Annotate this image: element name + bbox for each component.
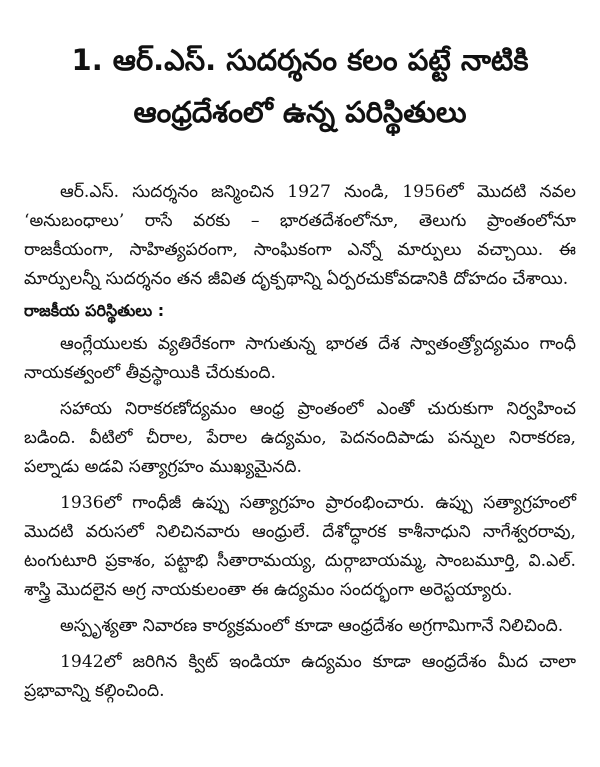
chapter-title-line-2: ఆంధ్రదేశంలో ఉన్న పరిస్థితులు <box>133 95 467 129</box>
body-paragraph: 1942లో జరిగిన క్విట్ ఇండియా ఉద్యమం కూడా ఆంధ్రదేశం మీద చాలా ప్రభావాన్ని కల్గించింది. <box>24 652 576 701</box>
section-heading: రాజకీయ పరిస్థితులు : <box>24 301 165 320</box>
body-paragraph: 1936లో గాంధీజీ ఉప్పు సత్యాగ్రహం ప్రారంభించారు. ఉప్పు సత్యాగ్రహంలో మొదటి వరుసలో నిలిచినవారు ఆంధ్రులే. దేశోద్ధారక కాశీనాధుని నాగేశ్వరరావు, టంగుటూరి ప్రకాశం, పట్టాభి సీతారామయ్య, దుర్గాబాయమ్మ, సాంబమూర్తి, వి.ఎల్. శాస్త్రి మొదలైన అగ్ర నాయకులంతా ఈ ఉద్యమం సందర్భంగా అరెస్టయ్యారు. <box>24 493 576 600</box>
intro-paragraph: ఆర్.ఎస్. సుదర్శనం జన్మించిన 1927 నుండి, 1956లో మొదటి నవల ‘అనుబంధాలు’ రాసే వరకు – భారతదేశంలోనూ, తెలుగు ప్రాంతంలోనూ రాజకీయంగా, సాహిత్యపరంగా, సాంఘికంగా ఎన్నో మార్పులు వచ్చాయి. ఈ మార్పులన్నీ సుదర్శనం తన జీవిత దృక్పథాన్ని ఏర్పరచుకోవడానికి దోహదం చేశాయి. <box>24 182 576 289</box>
chapter-title-line-1: 1. ఆర్.ఎస్. సుదర్శనం కలం పట్టే నాటికి <box>71 43 529 77</box>
body-paragraph: అస్పృశ్యతా నివారణ కార్యక్రమంలో కూడా ఆంధ్రదేశం అగ్రగామిగానే నిలిచింది. <box>60 616 564 636</box>
chapter-title <box>24 34 576 138</box>
body-paragraph: ఆంగ్లేయులకు వ్యతిరేకంగా సాగుతున్న భారత దేశ స్వాతంత్ర్యోద్యమం గాంధీ నాయకత్వంలో తీవ్రస్థాయికి చేరుకుంది. <box>24 334 576 383</box>
body-paragraph: సహాయ నిరాకరణోద్యమం ఆంధ్ర ప్రాంతంలో ఎంతో చురుకుగా నిర్వహించ బడింది. వీటిలో చీరాల, పేరాల ఉద్యమం, పెదనందిపాడు పన్నుల నిరాకరణ, పల్నాడు అడవి సత్యాగ్రహం ముఖ్యమైనది. <box>24 399 576 477</box>
